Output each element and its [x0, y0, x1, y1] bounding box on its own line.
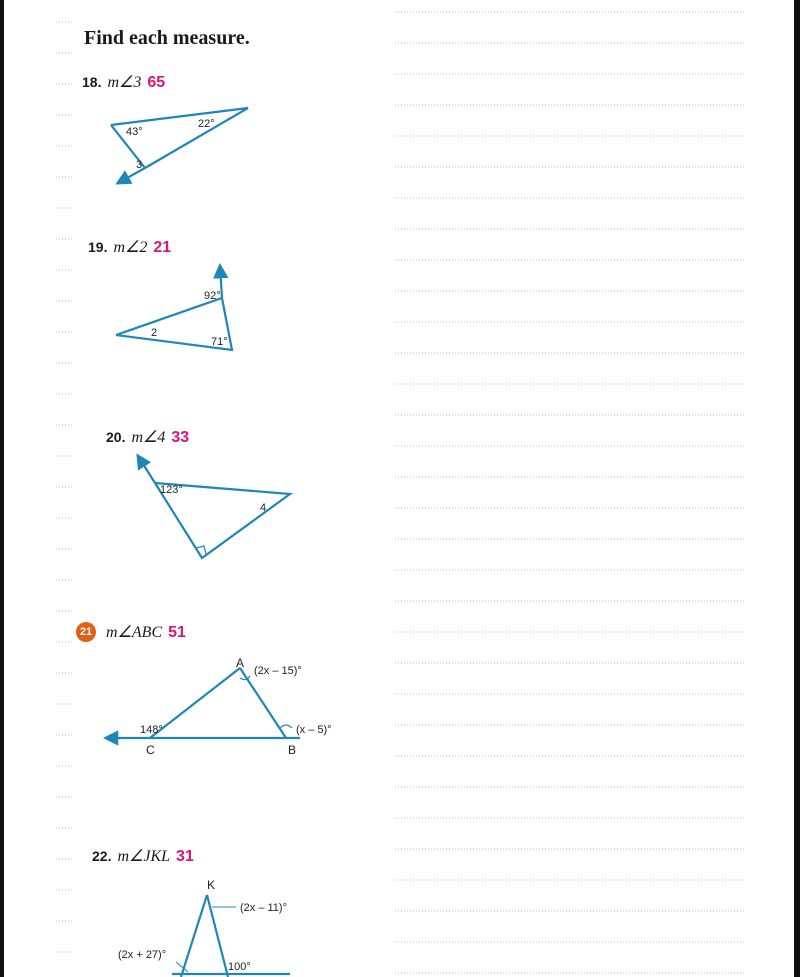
angle-label: 43° [126, 126, 143, 138]
vertex-label-k: K [207, 878, 216, 892]
angle-label: 3 [136, 159, 143, 171]
angle-label: 92° [204, 290, 221, 302]
problem-expression: m∠3 [107, 74, 142, 91]
angle-label: 123° [160, 484, 183, 496]
angle-label: (x – 5)° [296, 724, 332, 736]
problem-number: 22. [92, 848, 112, 864]
angle-label: 4 [260, 502, 267, 514]
problem-answer: 33 [171, 429, 190, 446]
page-heading: Find each measure. [84, 27, 250, 49]
problem-number-badge: 21 [76, 622, 96, 642]
angle-label: (2x – 15)° [254, 665, 302, 677]
vertex-label-b: B [288, 743, 297, 757]
triangle-figure-21 [106, 668, 300, 738]
problem-answer: 31 [176, 848, 194, 865]
angle-label: 100° [228, 961, 251, 973]
problem-answer: 21 [153, 239, 172, 256]
angle-label: 71° [211, 336, 228, 348]
problem-expression: m∠4 [131, 429, 166, 446]
angle-label: 22° [198, 118, 215, 130]
problem-answer: 65 [147, 74, 166, 91]
problem-expression: m∠2 [113, 239, 148, 256]
problem-number: 19. [88, 239, 108, 255]
triangle-figure-18 [111, 108, 248, 183]
angle-label: (2x + 27)° [118, 949, 167, 961]
problem-number: 18. [82, 74, 102, 90]
angle-label: (2x – 11)° [240, 902, 287, 914]
vertex-label-a: A [236, 656, 245, 670]
problem-expression: m∠JKL [117, 848, 171, 865]
vertex-label-c: C [146, 743, 155, 757]
problem-number: 20. [106, 429, 126, 445]
problem-answer: 51 [168, 624, 186, 641]
angle-label: 148° [140, 724, 163, 736]
angle-label: 2 [151, 327, 158, 339]
triangle-figure-20 [138, 456, 290, 558]
problem-expression: m∠ABC [106, 624, 163, 641]
